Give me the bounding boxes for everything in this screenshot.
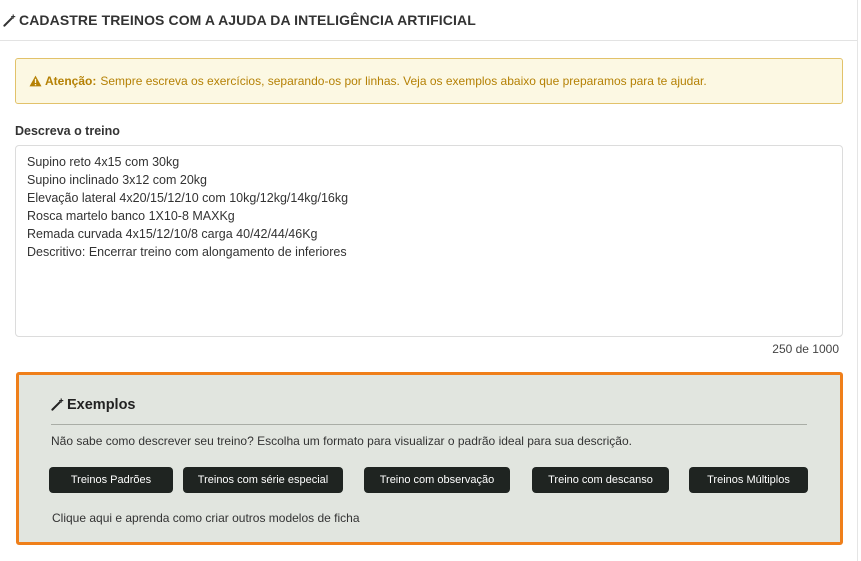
magic-wand-icon bbox=[51, 398, 64, 411]
character-counter: 250 de 1000 bbox=[772, 342, 839, 356]
example-button-rest[interactable]: Treino com descanso bbox=[532, 467, 669, 493]
examples-title: Exemplos bbox=[67, 397, 136, 413]
panel-header bbox=[0, 0, 857, 41]
page-title: CADASTRE TREINOS COM A AJUDA DA INTELIGÊNCIA ARTIFICIAL bbox=[19, 12, 476, 28]
example-button-multiple[interactable]: Treinos Múltiplos bbox=[689, 467, 808, 493]
example-button-standard[interactable]: Treinos Padrões bbox=[49, 467, 173, 493]
attention-alert bbox=[15, 58, 843, 104]
workout-label: Descreva o treino bbox=[15, 124, 120, 138]
examples-description: Não sabe como descrever seu treino? Escolha um formato para visualizar o padrão ideal para sua descrição. bbox=[51, 434, 632, 448]
alert-title: Atenção: bbox=[45, 74, 97, 88]
example-button-special-series[interactable]: Treinos com série especial bbox=[183, 467, 343, 493]
workout-description-textarea[interactable]: Supino reto 4x15 com 30kg Supino inclinado 3x12 com 20kg Elevação lateral 4x20/15/12/10 com 10kg/12kg/14kg/16kg Rosca martelo banco 1X10-8 MAXKg Remada curvada 4x15/12/10/8 carga 40/42/44/46Kg Descritivo: Encerrar treino com alongamento de inferiores bbox=[15, 145, 843, 337]
alert-text: Sempre escreva os exercícios, separando-os por linhas. Veja os exemplos abaixo que preparamos para te ajudar. bbox=[100, 74, 707, 88]
examples-box bbox=[16, 372, 843, 545]
example-button-observation[interactable]: Treino com observação bbox=[364, 467, 510, 493]
magic-wand-icon bbox=[3, 14, 16, 27]
examples-header bbox=[51, 398, 807, 425]
learn-more-link[interactable]: Clique aqui e aprenda como criar outros modelos de ficha bbox=[52, 511, 360, 525]
warning-triangle-icon bbox=[29, 75, 42, 87]
